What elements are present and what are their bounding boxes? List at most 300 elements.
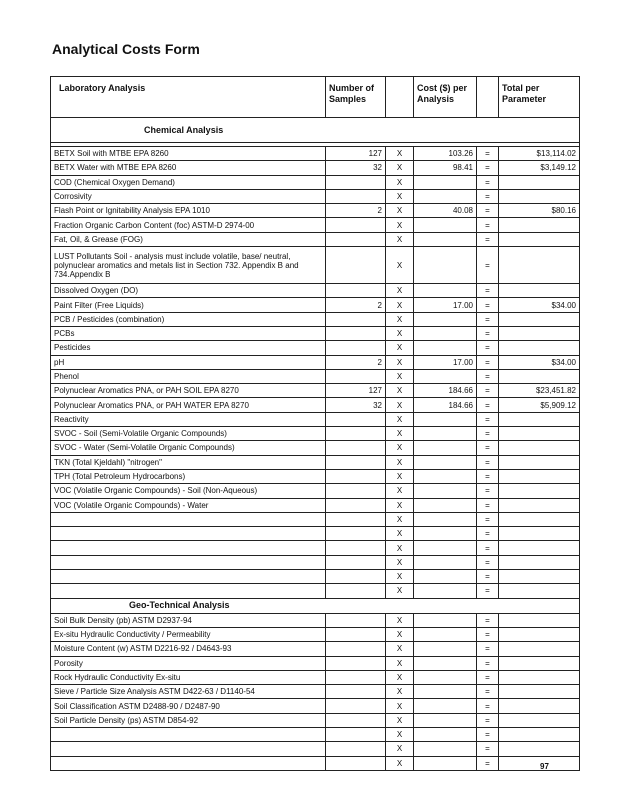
total-field[interactable]: $34.00 bbox=[499, 355, 580, 369]
multiply-sign: X bbox=[386, 484, 414, 498]
total-field[interactable]: $80.16 bbox=[499, 204, 580, 218]
total-field[interactable]: $23,451.82 bbox=[499, 384, 580, 398]
samples-field[interactable]: 32 bbox=[326, 161, 386, 175]
cost-field[interactable] bbox=[414, 427, 477, 441]
total-field[interactable] bbox=[499, 584, 580, 598]
table-row bbox=[51, 384, 580, 398]
equals-sign: = bbox=[477, 512, 499, 526]
total-field[interactable] bbox=[499, 218, 580, 232]
cost-field[interactable] bbox=[414, 441, 477, 455]
total-field[interactable] bbox=[499, 512, 580, 526]
table-row bbox=[51, 512, 580, 526]
analysis-name-cell bbox=[51, 527, 326, 541]
header-equals-column bbox=[477, 77, 499, 118]
multiply-sign: X bbox=[386, 175, 414, 189]
total-field[interactable] bbox=[499, 312, 580, 326]
table-row bbox=[51, 656, 580, 670]
cost-field[interactable] bbox=[414, 369, 477, 383]
analysis-name-cell: SVOC - Soil (Semi-Volatile Organic Compounds) bbox=[51, 427, 326, 441]
multiply-sign: X bbox=[386, 441, 414, 455]
cost-field[interactable] bbox=[414, 656, 477, 670]
multiply-sign: X bbox=[386, 727, 414, 741]
analysis-name-cell: Soil Bulk Density (pb) ASTM D2937-94 bbox=[51, 613, 326, 627]
multiply-sign: X bbox=[386, 570, 414, 584]
table-row bbox=[51, 189, 580, 203]
cost-field[interactable] bbox=[414, 284, 477, 298]
analysis-name-cell: TKN (Total Kjeldahl) "nitrogen" bbox=[51, 455, 326, 469]
total-field[interactable] bbox=[499, 656, 580, 670]
cost-field[interactable] bbox=[414, 218, 477, 232]
table-row bbox=[51, 685, 580, 699]
analysis-name-cell bbox=[51, 541, 326, 555]
equals-sign: = bbox=[477, 175, 499, 189]
analysis-name-cell: Phenol bbox=[51, 369, 326, 383]
total-field[interactable] bbox=[499, 498, 580, 512]
samples-field[interactable] bbox=[326, 584, 386, 598]
total-field[interactable] bbox=[499, 685, 580, 699]
multiply-sign: X bbox=[386, 355, 414, 369]
cost-field[interactable] bbox=[414, 326, 477, 340]
cost-field[interactable] bbox=[414, 742, 477, 756]
header-number-of-samples: Number of Samples bbox=[326, 77, 386, 118]
cost-field[interactable] bbox=[414, 247, 477, 284]
table-row bbox=[51, 232, 580, 246]
samples-field[interactable] bbox=[326, 512, 386, 526]
equals-sign: = bbox=[477, 498, 499, 512]
samples-field[interactable] bbox=[326, 498, 386, 512]
table-row bbox=[51, 670, 580, 684]
analysis-name-cell: Soil Classification ASTM D2488-90 / D2487-90 bbox=[51, 699, 326, 713]
table-row bbox=[51, 218, 580, 232]
table-row bbox=[51, 247, 580, 284]
samples-field[interactable] bbox=[326, 613, 386, 627]
total-field[interactable]: $5,909.12 bbox=[499, 398, 580, 412]
multiply-sign: X bbox=[386, 627, 414, 641]
total-field[interactable] bbox=[499, 713, 580, 727]
equals-sign: = bbox=[477, 713, 499, 727]
total-field[interactable] bbox=[499, 484, 580, 498]
equals-sign: = bbox=[477, 384, 499, 398]
samples-field[interactable] bbox=[326, 685, 386, 699]
cost-field[interactable] bbox=[414, 627, 477, 641]
total-field[interactable]: $3,149.12 bbox=[499, 161, 580, 175]
samples-field[interactable] bbox=[326, 427, 386, 441]
multiply-sign: X bbox=[386, 312, 414, 326]
multiply-sign: X bbox=[386, 512, 414, 526]
multiply-sign: X bbox=[386, 247, 414, 284]
analysis-name-cell: SVOC - Water (Semi-Volatile Organic Compounds) bbox=[51, 441, 326, 455]
equals-sign: = bbox=[477, 699, 499, 713]
equals-sign: = bbox=[477, 727, 499, 741]
equals-sign: = bbox=[477, 555, 499, 569]
table-row bbox=[51, 147, 580, 161]
analysis-name-cell: Ex-situ Hydraulic Conductivity / Permeability bbox=[51, 627, 326, 641]
table-row bbox=[51, 527, 580, 541]
analysis-name-cell: Corrosivity bbox=[51, 189, 326, 203]
table-row bbox=[51, 161, 580, 175]
table-row bbox=[51, 713, 580, 727]
samples-field[interactable] bbox=[326, 627, 386, 641]
multiply-sign: X bbox=[386, 412, 414, 426]
multiply-sign: X bbox=[386, 341, 414, 355]
multiply-sign: X bbox=[386, 584, 414, 598]
equals-sign: = bbox=[477, 527, 499, 541]
multiply-sign: X bbox=[386, 326, 414, 340]
cost-field[interactable]: 40.08 bbox=[414, 204, 477, 218]
table-row bbox=[51, 584, 580, 598]
header-cost-per-analysis: Cost ($) per Analysis bbox=[414, 77, 477, 118]
samples-field[interactable] bbox=[326, 570, 386, 584]
samples-field[interactable] bbox=[326, 189, 386, 203]
cost-field[interactable] bbox=[414, 341, 477, 355]
equals-sign: = bbox=[477, 369, 499, 383]
total-field[interactable] bbox=[499, 613, 580, 627]
equals-sign: = bbox=[477, 642, 499, 656]
analysis-name-cell: Reactivity bbox=[51, 412, 326, 426]
equals-sign: = bbox=[477, 232, 499, 246]
analysis-name-cell bbox=[51, 570, 326, 584]
equals-sign: = bbox=[477, 341, 499, 355]
analysis-name-cell: Porosity bbox=[51, 656, 326, 670]
total-field[interactable] bbox=[499, 727, 580, 741]
samples-field[interactable]: 127 bbox=[326, 147, 386, 161]
cost-field[interactable] bbox=[414, 570, 477, 584]
analysis-name-cell: Polynuclear Aromatics PNA, or PAH SOIL EPA 8270 bbox=[51, 384, 326, 398]
page-number: 97 bbox=[540, 762, 549, 771]
total-field[interactable] bbox=[499, 412, 580, 426]
total-field[interactable] bbox=[499, 627, 580, 641]
table-row bbox=[51, 555, 580, 569]
table-row bbox=[51, 699, 580, 713]
cost-field[interactable] bbox=[414, 527, 477, 541]
cost-field[interactable] bbox=[414, 727, 477, 741]
equals-sign: = bbox=[477, 484, 499, 498]
total-field[interactable] bbox=[499, 441, 580, 455]
multiply-sign: X bbox=[386, 232, 414, 246]
total-field[interactable] bbox=[499, 284, 580, 298]
multiply-sign: X bbox=[386, 427, 414, 441]
table-row bbox=[51, 642, 580, 656]
multiply-sign: X bbox=[386, 527, 414, 541]
multiply-sign: X bbox=[386, 384, 414, 398]
samples-field[interactable] bbox=[326, 218, 386, 232]
cost-field[interactable] bbox=[414, 232, 477, 246]
samples-field[interactable] bbox=[326, 175, 386, 189]
equals-sign: = bbox=[477, 204, 499, 218]
table-row bbox=[51, 441, 580, 455]
analysis-name-cell: COD (Chemical Oxygen Demand) bbox=[51, 175, 326, 189]
table-row bbox=[51, 742, 580, 756]
cost-field[interactable] bbox=[414, 469, 477, 483]
samples-field[interactable] bbox=[326, 341, 386, 355]
samples-field[interactable]: 127 bbox=[326, 384, 386, 398]
table-row bbox=[51, 312, 580, 326]
table-row bbox=[51, 175, 580, 189]
table-row bbox=[51, 284, 580, 298]
cost-field[interactable]: 17.00 bbox=[414, 355, 477, 369]
table-row bbox=[51, 484, 580, 498]
analysis-name-cell: Dissolved Oxygen (DO) bbox=[51, 284, 326, 298]
section-title-chemical: Chemical Analysis bbox=[51, 118, 580, 143]
cost-field[interactable] bbox=[414, 455, 477, 469]
analytical-costs-table bbox=[50, 76, 580, 771]
multiply-sign: X bbox=[386, 713, 414, 727]
samples-field[interactable] bbox=[326, 312, 386, 326]
equals-sign: = bbox=[477, 570, 499, 584]
table-row bbox=[51, 541, 580, 555]
multiply-sign: X bbox=[386, 555, 414, 569]
table-row bbox=[51, 326, 580, 340]
equals-sign: = bbox=[477, 455, 499, 469]
cost-field[interactable]: 184.66 bbox=[414, 384, 477, 398]
multiply-sign: X bbox=[386, 541, 414, 555]
samples-field[interactable] bbox=[326, 412, 386, 426]
multiply-sign: X bbox=[386, 742, 414, 756]
table-row bbox=[51, 427, 580, 441]
samples-field[interactable] bbox=[326, 541, 386, 555]
total-field[interactable]: $34.00 bbox=[499, 298, 580, 312]
cost-field[interactable] bbox=[414, 713, 477, 727]
form-title: Analytical Costs Form bbox=[52, 41, 200, 57]
cost-field[interactable] bbox=[414, 555, 477, 569]
total-field[interactable] bbox=[499, 247, 580, 284]
header-multiply-column bbox=[386, 77, 414, 118]
analysis-name-cell: Fat, Oil, & Grease (FOG) bbox=[51, 232, 326, 246]
samples-field[interactable] bbox=[326, 527, 386, 541]
samples-field[interactable] bbox=[326, 284, 386, 298]
total-field[interactable] bbox=[499, 570, 580, 584]
analysis-name-cell: pH bbox=[51, 355, 326, 369]
samples-field[interactable] bbox=[326, 656, 386, 670]
multiply-sign: X bbox=[386, 498, 414, 512]
equals-sign: = bbox=[477, 189, 499, 203]
table-row bbox=[51, 613, 580, 627]
equals-sign: = bbox=[477, 541, 499, 555]
total-field[interactable] bbox=[499, 670, 580, 684]
total-field[interactable] bbox=[499, 555, 580, 569]
samples-field[interactable] bbox=[326, 247, 386, 284]
analysis-name-cell bbox=[51, 727, 326, 741]
samples-field[interactable] bbox=[326, 326, 386, 340]
samples-field[interactable] bbox=[326, 727, 386, 741]
total-field[interactable] bbox=[499, 527, 580, 541]
samples-field[interactable] bbox=[326, 713, 386, 727]
analysis-name-cell: Soil Particle Density (ps) ASTM D854-92 bbox=[51, 713, 326, 727]
equals-sign: = bbox=[477, 298, 499, 312]
equals-sign: = bbox=[477, 398, 499, 412]
samples-field[interactable]: 2 bbox=[326, 204, 386, 218]
section-title-geotechnical: Geo-Technical Analysis bbox=[51, 598, 580, 613]
multiply-sign: X bbox=[386, 656, 414, 670]
analysis-name-cell bbox=[51, 756, 326, 770]
multiply-sign: X bbox=[386, 699, 414, 713]
equals-sign: = bbox=[477, 584, 499, 598]
analysis-name-cell: LUST Pollutants Soil - analysis must include volatile, base/ neutral, polynuclear aromatics and metals list in Section 732. Appendix B and 734.Appendix B bbox=[51, 247, 326, 284]
analysis-name-cell bbox=[51, 555, 326, 569]
table-row bbox=[51, 298, 580, 312]
total-field[interactable] bbox=[499, 341, 580, 355]
samples-field[interactable] bbox=[326, 469, 386, 483]
cost-field[interactable] bbox=[414, 412, 477, 426]
cost-field[interactable]: 184.66 bbox=[414, 398, 477, 412]
total-field[interactable] bbox=[499, 642, 580, 656]
total-field[interactable] bbox=[499, 175, 580, 189]
analysis-name-cell bbox=[51, 512, 326, 526]
total-field[interactable] bbox=[499, 455, 580, 469]
analysis-name-cell: Paint Filter (Free Liquids) bbox=[51, 298, 326, 312]
analysis-name-cell: PCBs bbox=[51, 326, 326, 340]
samples-field[interactable] bbox=[326, 742, 386, 756]
total-field[interactable] bbox=[499, 742, 580, 756]
equals-sign: = bbox=[477, 742, 499, 756]
multiply-sign: X bbox=[386, 147, 414, 161]
table-row bbox=[51, 756, 580, 770]
multiply-sign: X bbox=[386, 369, 414, 383]
equals-sign: = bbox=[477, 670, 499, 684]
equals-sign: = bbox=[477, 161, 499, 175]
cost-field[interactable] bbox=[414, 175, 477, 189]
samples-field[interactable]: 32 bbox=[326, 398, 386, 412]
analysis-name-cell: Pesticides bbox=[51, 341, 326, 355]
multiply-sign: X bbox=[386, 298, 414, 312]
cost-field[interactable] bbox=[414, 584, 477, 598]
multiply-sign: X bbox=[386, 189, 414, 203]
equals-sign: = bbox=[477, 312, 499, 326]
samples-field[interactable] bbox=[326, 455, 386, 469]
table-row bbox=[51, 469, 580, 483]
multiply-sign: X bbox=[386, 284, 414, 298]
multiply-sign: X bbox=[386, 670, 414, 684]
cost-field[interactable]: 103.26 bbox=[414, 147, 477, 161]
equals-sign: = bbox=[477, 756, 499, 770]
equals-sign: = bbox=[477, 656, 499, 670]
equals-sign: = bbox=[477, 613, 499, 627]
multiply-sign: X bbox=[386, 613, 414, 627]
cost-field[interactable] bbox=[414, 189, 477, 203]
analysis-name-cell: BETX Water with MTBE EPA 8260 bbox=[51, 161, 326, 175]
analysis-name-cell bbox=[51, 742, 326, 756]
table-row bbox=[51, 498, 580, 512]
cost-field[interactable]: 98.41 bbox=[414, 161, 477, 175]
cost-field[interactable] bbox=[414, 699, 477, 713]
samples-field[interactable] bbox=[326, 484, 386, 498]
equals-sign: = bbox=[477, 326, 499, 340]
multiply-sign: X bbox=[386, 469, 414, 483]
cost-field[interactable] bbox=[414, 685, 477, 699]
equals-sign: = bbox=[477, 247, 499, 284]
samples-field[interactable] bbox=[326, 441, 386, 455]
analysis-name-cell: Rock Hydraulic Conductivity Ex-situ bbox=[51, 670, 326, 684]
equals-sign: = bbox=[477, 427, 499, 441]
samples-field[interactable] bbox=[326, 555, 386, 569]
multiply-sign: X bbox=[386, 218, 414, 232]
equals-sign: = bbox=[477, 469, 499, 483]
analysis-name-cell: VOC (Volatile Organic Compounds) - Soil (Non-Aqueous) bbox=[51, 484, 326, 498]
multiply-sign: X bbox=[386, 756, 414, 770]
cost-field[interactable] bbox=[414, 498, 477, 512]
table-row bbox=[51, 627, 580, 641]
samples-field[interactable] bbox=[326, 232, 386, 246]
total-field[interactable] bbox=[499, 369, 580, 383]
table-body bbox=[51, 118, 580, 771]
total-field[interactable] bbox=[499, 699, 580, 713]
analysis-name-cell: Flash Point or Ignitability Analysis EPA 1010 bbox=[51, 204, 326, 218]
cost-field[interactable] bbox=[414, 512, 477, 526]
section-row-chemical bbox=[51, 118, 580, 143]
equals-sign: = bbox=[477, 147, 499, 161]
equals-sign: = bbox=[477, 284, 499, 298]
multiply-sign: X bbox=[386, 398, 414, 412]
samples-field[interactable] bbox=[326, 369, 386, 383]
table-row bbox=[51, 369, 580, 383]
analysis-name-cell bbox=[51, 584, 326, 598]
samples-field[interactable]: 2 bbox=[326, 298, 386, 312]
total-field[interactable] bbox=[499, 756, 580, 770]
equals-sign: = bbox=[477, 355, 499, 369]
table-row bbox=[51, 341, 580, 355]
samples-field[interactable]: 2 bbox=[326, 355, 386, 369]
cost-field[interactable] bbox=[414, 484, 477, 498]
multiply-sign: X bbox=[386, 161, 414, 175]
cost-field[interactable] bbox=[414, 541, 477, 555]
table-row bbox=[51, 398, 580, 412]
multiply-sign: X bbox=[386, 685, 414, 699]
analysis-name-cell: Polynuclear Aromatics PNA, or PAH WATER EPA 8270 bbox=[51, 398, 326, 412]
cost-field[interactable]: 17.00 bbox=[414, 298, 477, 312]
table-row bbox=[51, 355, 580, 369]
cost-field[interactable] bbox=[414, 312, 477, 326]
total-field[interactable] bbox=[499, 427, 580, 441]
cost-field[interactable] bbox=[414, 756, 477, 770]
cost-field[interactable] bbox=[414, 670, 477, 684]
analysis-name-cell: PCB / Pesticides (combination) bbox=[51, 312, 326, 326]
total-field[interactable] bbox=[499, 541, 580, 555]
analysis-name-cell: Fraction Organic Carbon Content (foc) ASTM-D 2974-00 bbox=[51, 218, 326, 232]
total-field[interactable] bbox=[499, 189, 580, 203]
equals-sign: = bbox=[477, 412, 499, 426]
header-laboratory-analysis: Laboratory Analysis bbox=[51, 77, 326, 118]
samples-field[interactable] bbox=[326, 642, 386, 656]
equals-sign: = bbox=[477, 441, 499, 455]
samples-field[interactable] bbox=[326, 670, 386, 684]
table-row bbox=[51, 570, 580, 584]
cost-field[interactable] bbox=[414, 613, 477, 627]
analysis-name-cell: Moisture Content (w) ASTM D2216-92 / D4643-93 bbox=[51, 642, 326, 656]
equals-sign: = bbox=[477, 627, 499, 641]
multiply-sign: X bbox=[386, 204, 414, 218]
total-field[interactable] bbox=[499, 326, 580, 340]
analysis-name-cell: BETX Soil with MTBE EPA 8260 bbox=[51, 147, 326, 161]
multiply-sign: X bbox=[386, 455, 414, 469]
cost-field[interactable] bbox=[414, 642, 477, 656]
table-row bbox=[51, 455, 580, 469]
analysis-name-cell: Sieve / Particle Size Analysis ASTM D422-63 / D1140-54 bbox=[51, 685, 326, 699]
table-row bbox=[51, 727, 580, 741]
samples-field[interactable] bbox=[326, 699, 386, 713]
table-row bbox=[51, 204, 580, 218]
total-field[interactable]: $13,114.02 bbox=[499, 147, 580, 161]
analysis-name-cell: VOC (Volatile Organic Compounds) - Water bbox=[51, 498, 326, 512]
header-row bbox=[51, 77, 580, 118]
section-row-geotechnical bbox=[51, 598, 580, 613]
header-total-per-parameter: Total per Parameter bbox=[499, 77, 580, 118]
analysis-name-cell: TPH (Total Petroleum Hydrocarbons) bbox=[51, 469, 326, 483]
total-field[interactable] bbox=[499, 232, 580, 246]
total-field[interactable] bbox=[499, 469, 580, 483]
equals-sign: = bbox=[477, 685, 499, 699]
samples-field[interactable] bbox=[326, 756, 386, 770]
table-row bbox=[51, 412, 580, 426]
